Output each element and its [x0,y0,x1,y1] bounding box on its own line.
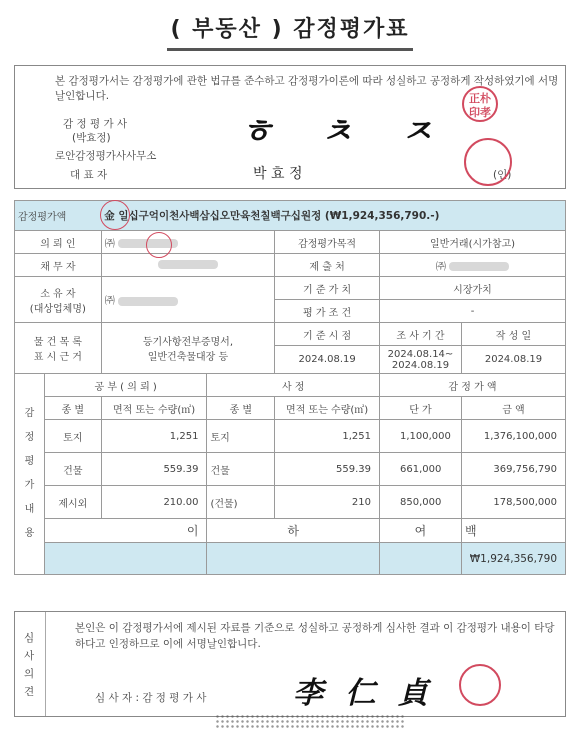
end-mark: 여 [380,519,462,543]
row-unit: 661,000 [380,453,462,486]
appraiser-name: (박효정) [72,132,111,144]
end-mark: 백 [461,519,565,543]
group-value: 감 정 가 액 [380,374,566,397]
row-unit: 850,000 [380,486,462,519]
basis-value-label: 기 준 가 치 [275,277,380,300]
row-kind: 제시외 [44,486,101,519]
end-mark: 하 [207,519,380,543]
row-area: 210.00 [101,486,207,519]
detail-side-label: 감 정 평 가 내 용 [15,374,45,575]
purpose-label: 감정평가목적 [275,231,380,254]
owner-label: 소 유 자 (대상업체명) [15,277,102,323]
appraisal-table [14,200,566,575]
row-kind2: (건물) [207,486,275,519]
row-kind: 토지 [44,420,101,453]
col-area2: 면적 또는 수량(㎡) [275,397,380,420]
col-kind2: 종 별 [207,397,275,420]
condition-label: 평 가 조 건 [275,300,380,323]
group-actual: 사 정 [207,374,380,397]
table-row [15,420,566,453]
appraiser-box [14,65,566,189]
purpose-value: 일반거래(시가참고) [380,231,566,254]
write-date: 2024.08.19 [461,346,565,374]
base-date-label: 기 준 시 점 [275,323,380,346]
row-kind2: 건물 [207,453,275,486]
row-amount: 1,376,100,000 [461,420,565,453]
list-value: 등기사항전부증명서, 일반건축물대장 등 [101,323,274,374]
col-amount: 금 액 [461,397,565,420]
rep-name: 박 효 정 [253,166,303,182]
reviewer-label: 심 사 자 : 감 정 평 가 사 [95,692,207,704]
intro-text: 본 감정평가서는 감정평가에 관한 법규를 준수하고 감정평가이론에 따라 성실하고 공정하게 작성하였기에 서명날인합니다. [55,75,559,102]
row-amount: 178,500,000 [461,486,565,519]
basis-value: 시장가치 [380,277,566,300]
row-area: 1,251 [101,420,207,453]
review-side: 심 사 의 견 [15,612,46,716]
client-value: ㈜ [101,231,274,254]
survey-date: 2024.08.14~ 2024.08.19 [380,346,462,374]
row-unit: 1,100,000 [380,420,462,453]
title-underline [167,48,413,51]
seal-note: (인) [493,169,512,181]
row-area2: 1,251 [275,420,380,453]
end-mark: 이 [44,519,207,543]
amount-text: 金 일십구억이천사백삼십오만육천칠백구십원정 (₩1,924,356,790.-) [101,201,565,231]
condition-value: - [380,300,566,323]
base-date: 2024.08.19 [275,346,380,374]
office-name: 로안감정평가사사무소 [55,150,157,162]
group-public: 공 부 ( 의 뢰 ) [44,374,207,397]
title-text: ( 부동산 ) 감정평가표 [170,17,410,42]
debtor-value [101,254,274,277]
review-text: 본인은 이 감정평가서에 제시된 자료를 기준으로 성실하고 공정하게 심사한 결과 이 감정평가 내용이 타당하다고 인정하므로 이에 서명날인합니다. [75,622,555,650]
submit-value: ㈜ [380,254,566,277]
col-area: 면적 또는 수량(㎡) [101,397,207,420]
col-kind: 종 별 [44,397,101,420]
row-area2: 559.39 [275,453,380,486]
owner-value: ㈜ [101,277,274,323]
appraiser-role: 감 정 평 가 사 [63,118,128,130]
total-row [15,543,566,575]
row-area: 559.39 [101,453,207,486]
submit-label: 제 출 처 [275,254,380,277]
reviewer-signature: 李 仁 貞 [293,676,434,711]
reviewer-seal-icon [459,664,501,706]
seal-stamp-icon: 正朴 印孝 [462,86,498,122]
office-seal-icon [464,138,512,186]
redacted-block [158,260,218,269]
table-row [15,453,566,486]
row-kind2: 토지 [207,420,275,453]
rep-label: 대 표 자 [70,169,108,181]
appraiser-signature: ㅎ ㅊ ㅈ [240,112,434,152]
col-unit: 단 가 [380,397,462,420]
perforation-dots [215,714,405,728]
row-kind: 건물 [44,453,101,486]
review-box [14,611,566,717]
list-label: 물 건 목 록 표 시 근 거 [15,323,102,374]
page-seal-icon [100,200,130,230]
document-title [0,12,580,43]
survey-label: 조 사 기 간 [380,323,462,346]
amount-label: 감정평가액 [15,201,102,231]
client-label: 의 뢰 인 [15,231,102,254]
row-area2: 210 [275,486,380,519]
write-label: 작 성 일 [461,323,565,346]
debtor-label: 채 무 자 [15,254,102,277]
total-amount: ₩1,924,356,790 [461,543,565,575]
row-amount: 369,756,790 [461,453,565,486]
redacted-block [449,262,509,271]
client-seal-icon [146,232,172,258]
redacted-block [118,297,178,306]
table-row [15,486,566,519]
end-mark-row [15,519,566,543]
